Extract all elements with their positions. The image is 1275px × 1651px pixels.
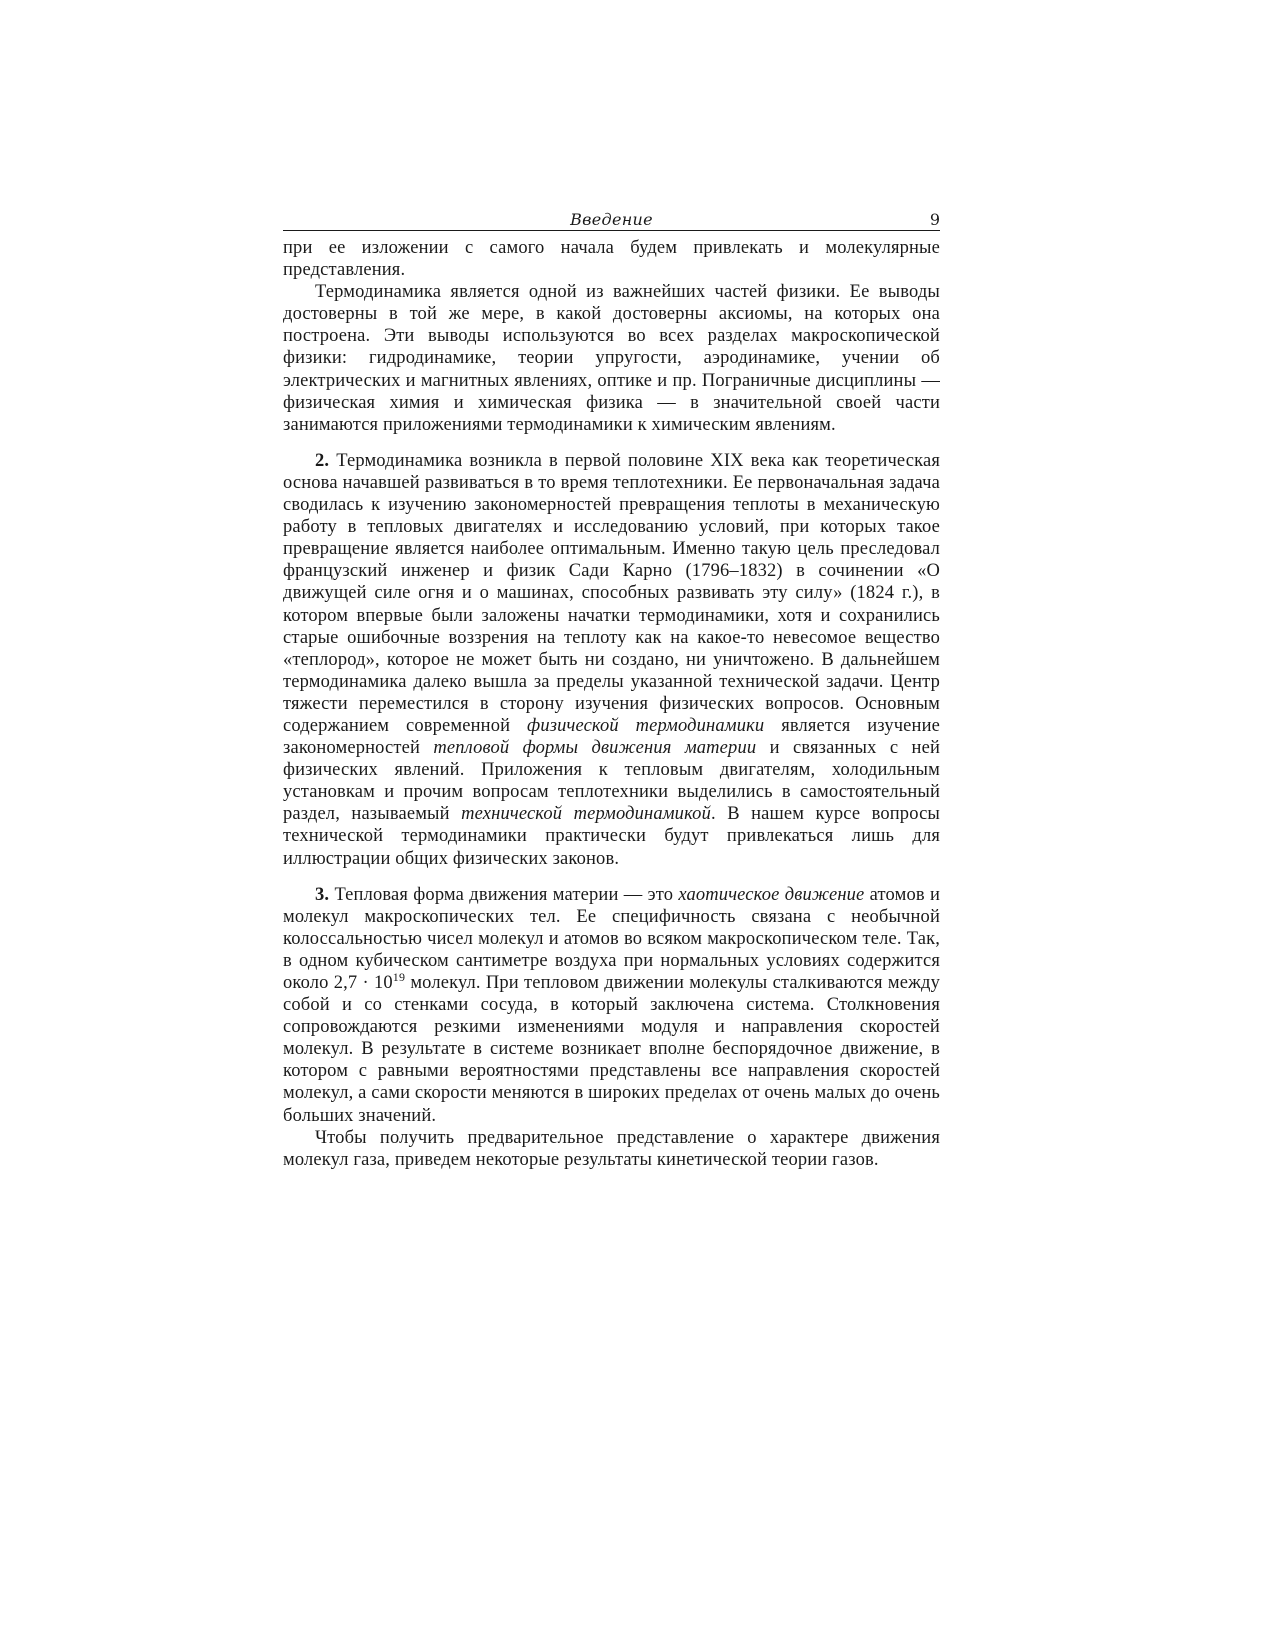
section-3-text-2: атомов и молекул макроскопических тел. Ее специфичность связана с необычной колоссальностью чисел молекул и атомов во всяком макроскопическом теле. Так, в одном кубическом сантиметре воздуха при нормальных условиях содержится около 2,7 · 10 xyxy=(283,884,941,993)
section-number: 3. xyxy=(315,884,330,905)
section-2-text-2: является изучение закономерностей xyxy=(283,715,941,759)
section-2-paragraph xyxy=(283,450,940,870)
exponent: 19 xyxy=(392,970,406,984)
emphasis-technical-thermodynamics: технической термодинамикой xyxy=(461,804,711,825)
section-number: 2. xyxy=(315,450,330,471)
paragraph-thermodynamics-importance: Термодинамика является одной из важнейших частей физики. Ее выводы достоверны в той же мере, в какой достоверны аксиомы, на которых она построена. Эти выводы используются во всех разделах макроскопической физики: гидродинамике, теории упругости, аэродинамике, учении об электрических и магнитных явлениях, оптике и пр. Пограничные дисциплины — физическая химия и химическая физика — в значительной своей части занимаются приложениями термодинамики к химическим явлениям. xyxy=(283,282,940,435)
page-content xyxy=(283,200,940,1171)
emphasis-chaotic-motion: хаотическое движение xyxy=(678,884,865,905)
section-3-text-1: Тепловая форма движения материи — это xyxy=(334,884,674,905)
section-3-text-3: молекул. При тепловом движении молекулы сталкиваются между собой и со стенками сосуда, в который заключена система. Столкновения сопровождаются резкими изменениями модуля и направления скоростей молекул. В результате в системе возникает вполне беспорядочное движение, в котором с равными вероятностями представлены все направления скоростей молекул, а сами скорости меняются в широких пределах от очень малых до очень больших значений. xyxy=(283,973,940,1126)
emphasis-thermal-motion-form: тепловой формы движения материи xyxy=(433,738,757,759)
section-2-text-1: Термодинамика возникла в первой половине XIX века как теоретическая основа начавшей развиваться в то время теплотехники. Ее первоначальная задача сводилась к изучению закономерностей превращения теплоты в механическую работу в тепловых двигателях и исследованию условий, при которых такое превращение является наиболее оптимальным. Именно такую цель преследовал французский инженер и физик Сади Карно (1796–1832) в сочинении «О движущей силе огня и о машинах, способных развивать эту силу» (1824 г.), в котором впервые были заложены начатки термодинамики, хотя и сохранились старые ошибочные воззрения на теплоту как на какое-то невесомое вещество «теплород», которое не может быть ни создано, ни уничтожено. В дальнейшем термодинамика далеко вышла за пределы указанной технической задачи. Центр тяжести переместился в сторону изучения физических вопросов. Основным содержанием современной xyxy=(283,450,940,736)
body-text xyxy=(283,237,940,1171)
paragraph-continuation: при ее изложении с самого начала будем привлекать и молекулярные представления. xyxy=(283,238,940,281)
section-2-text-4: . В нашем курсе вопросы технической термодинамики практически будут привлекаться лишь для иллюстрации общих физических законов. xyxy=(283,804,941,869)
paragraph-kinetic-theory-intro: Чтобы получить предварительное представление о характере движения молекул газа, приведем некоторые результаты кинетической теории газов. xyxy=(283,1127,940,1170)
section-3-paragraph xyxy=(283,884,940,1127)
running-title: Введение xyxy=(570,210,653,229)
running-header xyxy=(283,200,940,231)
page-number: 9 xyxy=(929,210,940,229)
section-2-text-3: и связанных с ней физических явлений. Приложения к тепловым двигателям, холодильным установкам и прочим вопросам теплотехники выделились в самостоятельный раздел, называемый xyxy=(283,738,940,825)
emphasis-physical-thermodynamics: физической термодинамики xyxy=(527,715,765,736)
